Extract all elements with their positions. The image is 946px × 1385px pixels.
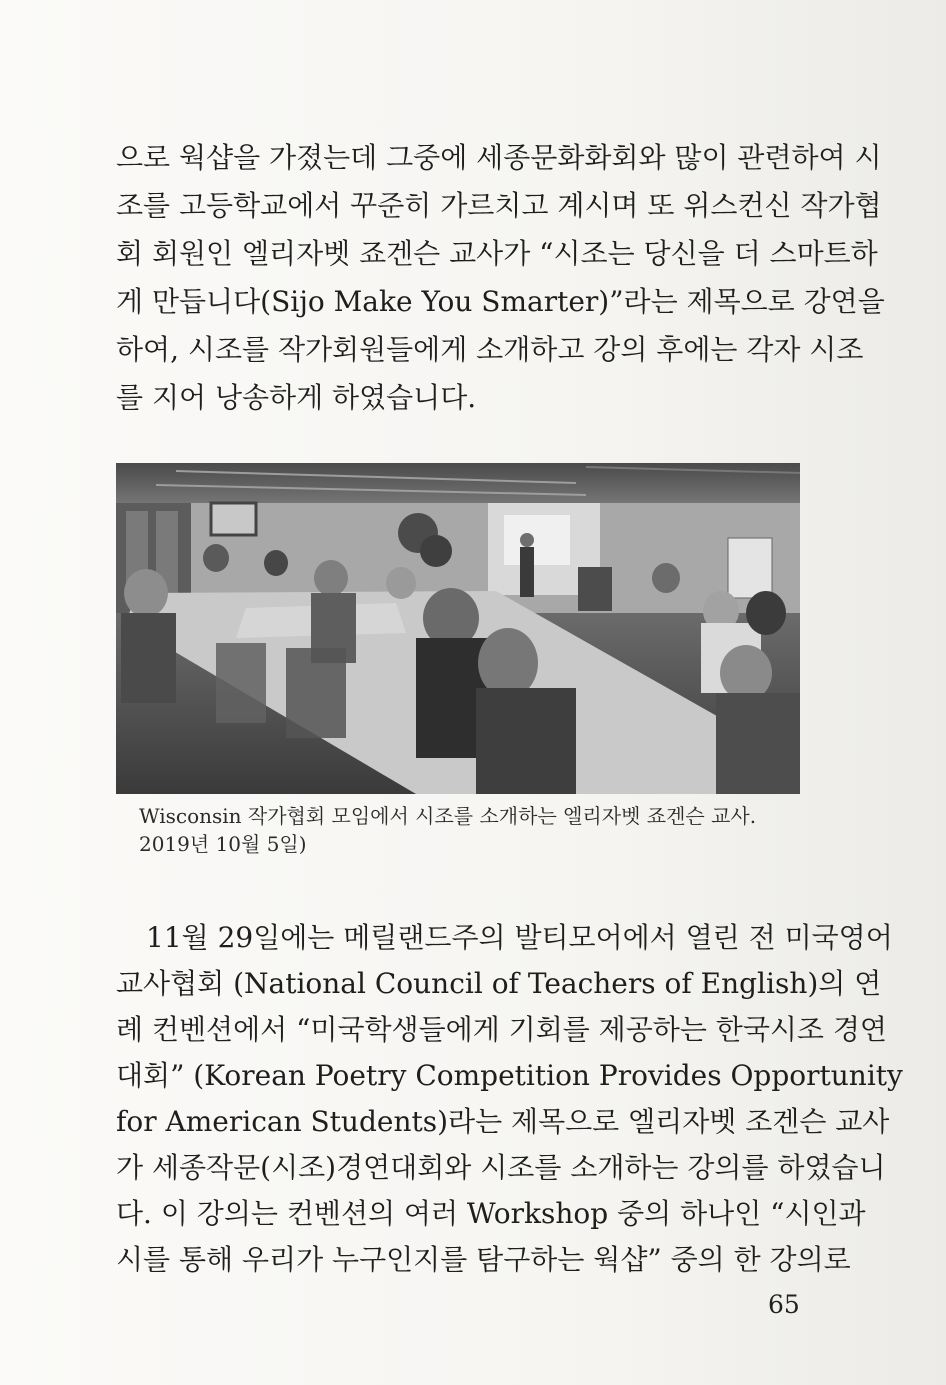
text-line: 대회” (Korean Poetry Competition Provides Opportunity [116,1059,903,1092]
text-line: 다. 이 강의는 컨벤션의 여러 Workshop 중의 하나인 “시인과 [116,1197,866,1230]
text-line: 으로 웍샵을 가졌는데 그중에 세종문화화회와 많이 관련하여 시 [116,141,882,174]
text-line: 11월 29일에는 메릴랜드주의 발티모어에서 열린 전 미국영어 [146,921,893,954]
text-line: 게 만듭니다(Sijo Make You Smarter)”라는 제목으로 강연을 [116,285,885,318]
text-line: 시를 통해 우리가 누구인지를 탐구하는 웍샵” 중의 한 강의로 [116,1243,851,1276]
text-line: 례 컨벤션에서 “미국학생들에게 기회를 제공하는 한국시조 경연 [116,1013,887,1046]
text-line: 교사협회 (National Council of Teachers of English)의 연 [116,967,882,1000]
photo-caption-line-2: 2019년 10월 5일) [139,832,307,856]
text-line: 하여, 시조를 작가회원들에게 소개하고 강의 후에는 각자 시조 [116,333,864,366]
text-line: 를 지어 낭송하게 하였습니다. [116,381,477,414]
text-line: 회 회원인 엘리자벳 죠겐슨 교사가 “시조는 당신을 더 스마트하 [116,237,878,270]
page-number: 65 [768,1290,800,1319]
photo-image [116,463,800,794]
workshop-photo [116,463,800,794]
text-line: 가 세종작문(시조)경연대회와 시조를 소개하는 강의를 하였습니 [116,1151,886,1184]
photo-caption-line-1: Wisconsin 작가협회 모임에서 시조를 소개하는 엘리자벳 죠겐슨 교사. [139,804,757,828]
text-line: 조를 고등학교에서 꾸준히 가르치고 계시며 또 위스컨신 작가협 [116,189,882,222]
text-line: for American Students)라는 제목으로 엘리자벳 조겐슨 교사 [116,1105,890,1138]
